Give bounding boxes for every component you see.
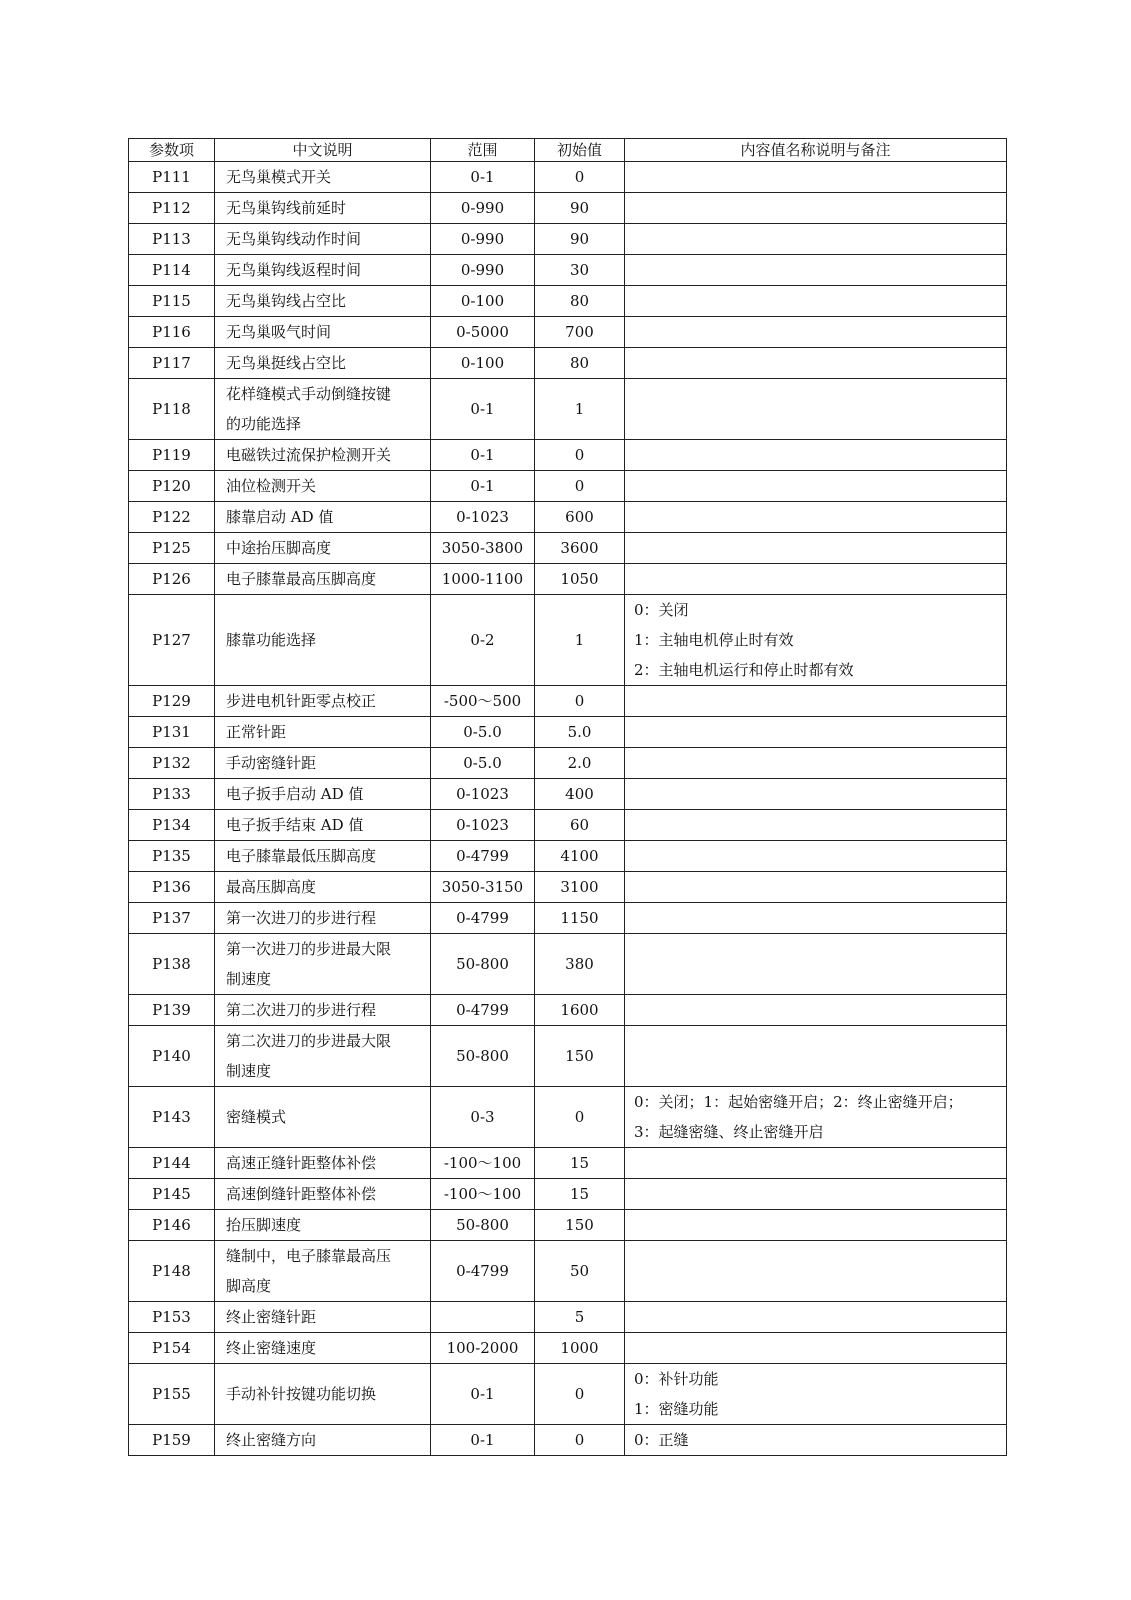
param-code: P129 (129, 686, 215, 717)
table-row (129, 286, 1007, 317)
param-code: P148 (129, 1241, 215, 1302)
param-initial-value: 0 (535, 440, 625, 471)
param-notes (625, 779, 1007, 810)
param-initial-value: 0 (535, 686, 625, 717)
param-initial-value: 1150 (535, 903, 625, 934)
param-description (215, 564, 431, 595)
param-description (215, 934, 431, 995)
param-initial-value: 1000 (535, 1333, 625, 1364)
table-row (129, 193, 1007, 224)
table-row (129, 348, 1007, 379)
table-row (129, 502, 1007, 533)
description-line: 无鸟巢模式开关 (226, 168, 332, 186)
description-line: 中途抬压脚高度 (226, 539, 332, 557)
param-code: P133 (129, 779, 215, 810)
param-description (215, 471, 431, 502)
description-line: 膝靠启动 AD 值 (226, 508, 334, 526)
description-line: 第二次进刀的步进行程 (226, 1001, 377, 1019)
table-row (129, 224, 1007, 255)
param-notes (625, 1364, 1007, 1425)
param-initial-value: 0 (535, 471, 625, 502)
param-code: P115 (129, 286, 215, 317)
note-line: 0：正缝 (634, 1431, 689, 1449)
param-code: P135 (129, 841, 215, 872)
param-code: P153 (129, 1302, 215, 1333)
param-range: 0-100 (431, 348, 535, 379)
table-row (129, 533, 1007, 564)
param-code: P116 (129, 317, 215, 348)
param-code: P127 (129, 595, 215, 686)
note-line: 3：起缝密缝、终止密缝开启 (634, 1123, 824, 1141)
table-row (129, 595, 1007, 686)
table-row (129, 779, 1007, 810)
param-range: 50-800 (431, 1210, 535, 1241)
param-initial-value: 0 (535, 1364, 625, 1425)
param-initial-value: 30 (535, 255, 625, 286)
table-row (129, 1302, 1007, 1333)
table-row (129, 995, 1007, 1026)
param-initial-value: 0 (535, 162, 625, 193)
param-code: P138 (129, 934, 215, 995)
header-desc: 中文说明 (215, 139, 431, 162)
param-code: P120 (129, 471, 215, 502)
param-notes (625, 471, 1007, 502)
param-range: 100-2000 (431, 1333, 535, 1364)
param-code: P122 (129, 502, 215, 533)
description-line: 抬压脚速度 (226, 1216, 302, 1234)
param-code: P119 (129, 440, 215, 471)
param-description (215, 1087, 431, 1148)
param-initial-value: 1 (535, 379, 625, 440)
param-code: P131 (129, 717, 215, 748)
note-line: 0：关闭 (634, 601, 689, 619)
description-line: 无鸟巢钩线返程时间 (226, 261, 362, 279)
param-notes (625, 1425, 1007, 1456)
param-notes (625, 255, 1007, 286)
param-code: P134 (129, 810, 215, 841)
param-range: 0-990 (431, 255, 535, 286)
param-description (215, 1364, 431, 1425)
param-code: P113 (129, 224, 215, 255)
description-line: 电子膝靠最高压脚高度 (226, 570, 377, 588)
param-initial-value: 1 (535, 595, 625, 686)
param-description (215, 1333, 431, 1364)
param-range: 0-4799 (431, 841, 535, 872)
param-notes (625, 995, 1007, 1026)
param-initial-value: 0 (535, 1087, 625, 1148)
param-initial-value: 5 (535, 1302, 625, 1333)
table-row (129, 162, 1007, 193)
param-range: 0-1 (431, 471, 535, 502)
param-description (215, 595, 431, 686)
param-notes (625, 440, 1007, 471)
param-notes (625, 379, 1007, 440)
param-notes (625, 317, 1007, 348)
table-row (129, 841, 1007, 872)
param-code: P144 (129, 1148, 215, 1179)
param-range: 0-1023 (431, 779, 535, 810)
param-range: 0-4799 (431, 903, 535, 934)
param-code: P112 (129, 193, 215, 224)
description-line: 缝制中，电子膝靠最高压 (226, 1247, 392, 1265)
param-description (215, 348, 431, 379)
table-row (129, 1026, 1007, 1087)
param-initial-value: 2.0 (535, 748, 625, 779)
param-description (215, 224, 431, 255)
table-row (129, 1087, 1007, 1148)
header-init: 初始值 (535, 139, 625, 162)
param-notes (625, 717, 1007, 748)
table-header-row (129, 139, 1007, 162)
table-row (129, 686, 1007, 717)
parameter-table (128, 138, 1007, 1456)
param-initial-value: 4100 (535, 841, 625, 872)
param-initial-value: 150 (535, 1210, 625, 1241)
param-initial-value: 3100 (535, 872, 625, 903)
table-row (129, 255, 1007, 286)
description-line: 高速倒缝针距整体补偿 (226, 1185, 377, 1203)
param-code: P143 (129, 1087, 215, 1148)
param-description (215, 1302, 431, 1333)
param-notes (625, 810, 1007, 841)
table-row (129, 317, 1007, 348)
description-line: 电磁铁过流保护检测开关 (226, 446, 392, 464)
param-range (431, 1302, 535, 1333)
param-range: 50-800 (431, 1026, 535, 1087)
table-row (129, 1333, 1007, 1364)
param-description (215, 162, 431, 193)
param-description (215, 810, 431, 841)
table-row (129, 440, 1007, 471)
param-range: 0-2 (431, 595, 535, 686)
param-description (215, 1026, 431, 1087)
param-notes (625, 1087, 1007, 1148)
note-line: 0：关闭；1：起始密缝开启；2：终止密缝开启； (634, 1093, 963, 1111)
param-range: 0-1 (431, 1425, 535, 1456)
param-range: 0-5.0 (431, 748, 535, 779)
param-code: P126 (129, 564, 215, 595)
note-line: 1：密缝功能 (634, 1400, 719, 1418)
param-code: P117 (129, 348, 215, 379)
param-notes (625, 1026, 1007, 1087)
header-param: 参数项 (129, 139, 215, 162)
param-description (215, 533, 431, 564)
param-description (215, 502, 431, 533)
param-initial-value: 1600 (535, 995, 625, 1026)
param-initial-value: 3600 (535, 533, 625, 564)
param-notes (625, 934, 1007, 995)
description-line: 电子扳手启动 AD 值 (226, 785, 364, 803)
param-initial-value: 90 (535, 224, 625, 255)
param-range: 0-4799 (431, 995, 535, 1026)
param-range: -100～100 (431, 1179, 535, 1210)
param-description (215, 841, 431, 872)
param-description (215, 286, 431, 317)
param-range: 0-1 (431, 162, 535, 193)
description-line: 油位检测开关 (226, 477, 317, 495)
description-line: 制速度 (226, 1062, 272, 1080)
param-range: 0-1 (431, 379, 535, 440)
param-range: 3050-3150 (431, 872, 535, 903)
param-range: -500～500 (431, 686, 535, 717)
param-range: 0-990 (431, 193, 535, 224)
param-description (215, 255, 431, 286)
table-row (129, 1179, 1007, 1210)
description-line: 第一次进刀的步进行程 (226, 909, 377, 927)
param-notes (625, 686, 1007, 717)
param-initial-value: 80 (535, 286, 625, 317)
description-line: 步进电机针距零点校正 (226, 692, 377, 710)
param-range: 3050-3800 (431, 533, 535, 564)
param-notes (625, 1148, 1007, 1179)
param-notes (625, 1179, 1007, 1210)
param-description (215, 1425, 431, 1456)
description-line: 无鸟巢钩线前延时 (226, 199, 347, 217)
param-notes (625, 748, 1007, 779)
param-notes (625, 533, 1007, 564)
description-line: 无鸟巢钩线动作时间 (226, 230, 362, 248)
param-range: 0-1 (431, 1364, 535, 1425)
description-line: 第一次进刀的步进最大限 (226, 940, 392, 958)
table-row (129, 1241, 1007, 1302)
param-notes (625, 502, 1007, 533)
param-description (215, 1210, 431, 1241)
param-range: 0-1 (431, 440, 535, 471)
description-line: 密缝模式 (226, 1108, 287, 1126)
description-line: 第二次进刀的步进最大限 (226, 1032, 392, 1050)
table-row (129, 1210, 1007, 1241)
param-description (215, 995, 431, 1026)
table-row (129, 564, 1007, 595)
description-line: 无鸟巢挺线占空比 (226, 354, 347, 372)
param-code: P118 (129, 379, 215, 440)
param-code: P146 (129, 1210, 215, 1241)
param-range: 0-1023 (431, 810, 535, 841)
param-code: P145 (129, 1179, 215, 1210)
table-row (129, 810, 1007, 841)
header-notes: 内容值名称说明与备注 (625, 139, 1007, 162)
param-notes (625, 224, 1007, 255)
param-description (215, 872, 431, 903)
param-initial-value: 15 (535, 1179, 625, 1210)
param-notes (625, 1333, 1007, 1364)
param-initial-value: 5.0 (535, 717, 625, 748)
description-line: 脚高度 (226, 1277, 272, 1295)
param-code: P125 (129, 533, 215, 564)
description-line: 终止密缝针距 (226, 1308, 317, 1326)
param-code: P137 (129, 903, 215, 934)
description-line: 无鸟巢吸气时间 (226, 323, 332, 341)
param-range: 0-5.0 (431, 717, 535, 748)
table-row (129, 379, 1007, 440)
table-row (129, 717, 1007, 748)
param-initial-value: 50 (535, 1241, 625, 1302)
param-notes (625, 595, 1007, 686)
table-body (129, 162, 1007, 1456)
param-range: 0-3 (431, 1087, 535, 1148)
description-line: 电子扳手结束 AD 值 (226, 816, 364, 834)
param-code: P139 (129, 995, 215, 1026)
param-initial-value: 400 (535, 779, 625, 810)
param-code: P132 (129, 748, 215, 779)
param-code: P154 (129, 1333, 215, 1364)
table-row (129, 1148, 1007, 1179)
param-range: 0-5000 (431, 317, 535, 348)
note-line: 0：补针功能 (634, 1370, 719, 1388)
description-line: 电子膝靠最低压脚高度 (226, 847, 377, 865)
param-code: P136 (129, 872, 215, 903)
param-initial-value: 1050 (535, 564, 625, 595)
table-row (129, 903, 1007, 934)
table-row (129, 934, 1007, 995)
param-description (215, 903, 431, 934)
table-row (129, 1364, 1007, 1425)
param-initial-value: 150 (535, 1026, 625, 1087)
param-notes (625, 162, 1007, 193)
param-code: P155 (129, 1364, 215, 1425)
param-description (215, 1148, 431, 1179)
param-notes (625, 903, 1007, 934)
header-range: 范围 (431, 139, 535, 162)
param-description (215, 193, 431, 224)
param-range: 0-100 (431, 286, 535, 317)
description-line: 无鸟巢钩线占空比 (226, 292, 347, 310)
description-line: 的功能选择 (226, 415, 302, 433)
description-line: 膝靠功能选择 (226, 631, 317, 649)
param-initial-value: 600 (535, 502, 625, 533)
param-notes (625, 872, 1007, 903)
param-notes (625, 1302, 1007, 1333)
param-notes (625, 1210, 1007, 1241)
table-row (129, 872, 1007, 903)
note-line: 1：主轴电机停止时有效 (634, 631, 794, 649)
param-description (215, 779, 431, 810)
description-line: 制速度 (226, 970, 272, 988)
param-initial-value: 0 (535, 1425, 625, 1456)
param-notes (625, 193, 1007, 224)
param-description (215, 1241, 431, 1302)
param-range: 0-1023 (431, 502, 535, 533)
param-description (215, 1179, 431, 1210)
param-notes (625, 348, 1007, 379)
param-code: P111 (129, 162, 215, 193)
param-description (215, 717, 431, 748)
description-line: 手动补针按键功能切换 (226, 1385, 377, 1403)
param-description (215, 317, 431, 348)
param-description (215, 379, 431, 440)
param-description (215, 440, 431, 471)
param-code: P140 (129, 1026, 215, 1087)
param-description (215, 748, 431, 779)
param-initial-value: 90 (535, 193, 625, 224)
param-initial-value: 380 (535, 934, 625, 995)
table-row (129, 748, 1007, 779)
description-line: 花样缝模式手动倒缝按键 (226, 385, 392, 403)
param-range: 1000-1100 (431, 564, 535, 595)
description-line: 最高压脚高度 (226, 878, 317, 896)
param-range: -100～100 (431, 1148, 535, 1179)
description-line: 终止密缝方向 (226, 1431, 317, 1449)
param-range: 50-800 (431, 934, 535, 995)
param-code: P159 (129, 1425, 215, 1456)
param-range: 0-4799 (431, 1241, 535, 1302)
param-notes (625, 286, 1007, 317)
param-description (215, 686, 431, 717)
param-initial-value: 700 (535, 317, 625, 348)
table-row (129, 1425, 1007, 1456)
description-line: 正常针距 (226, 723, 287, 741)
table-row (129, 471, 1007, 502)
param-initial-value: 60 (535, 810, 625, 841)
description-line: 终止密缝速度 (226, 1339, 317, 1357)
param-initial-value: 15 (535, 1148, 625, 1179)
param-range: 0-990 (431, 224, 535, 255)
param-code: P114 (129, 255, 215, 286)
param-initial-value: 80 (535, 348, 625, 379)
description-line: 高速正缝针距整体补偿 (226, 1154, 377, 1172)
description-line: 手动密缝针距 (226, 754, 317, 772)
param-notes (625, 1241, 1007, 1302)
param-notes (625, 841, 1007, 872)
param-notes (625, 564, 1007, 595)
note-line: 2：主轴电机运行和停止时都有效 (634, 661, 854, 679)
